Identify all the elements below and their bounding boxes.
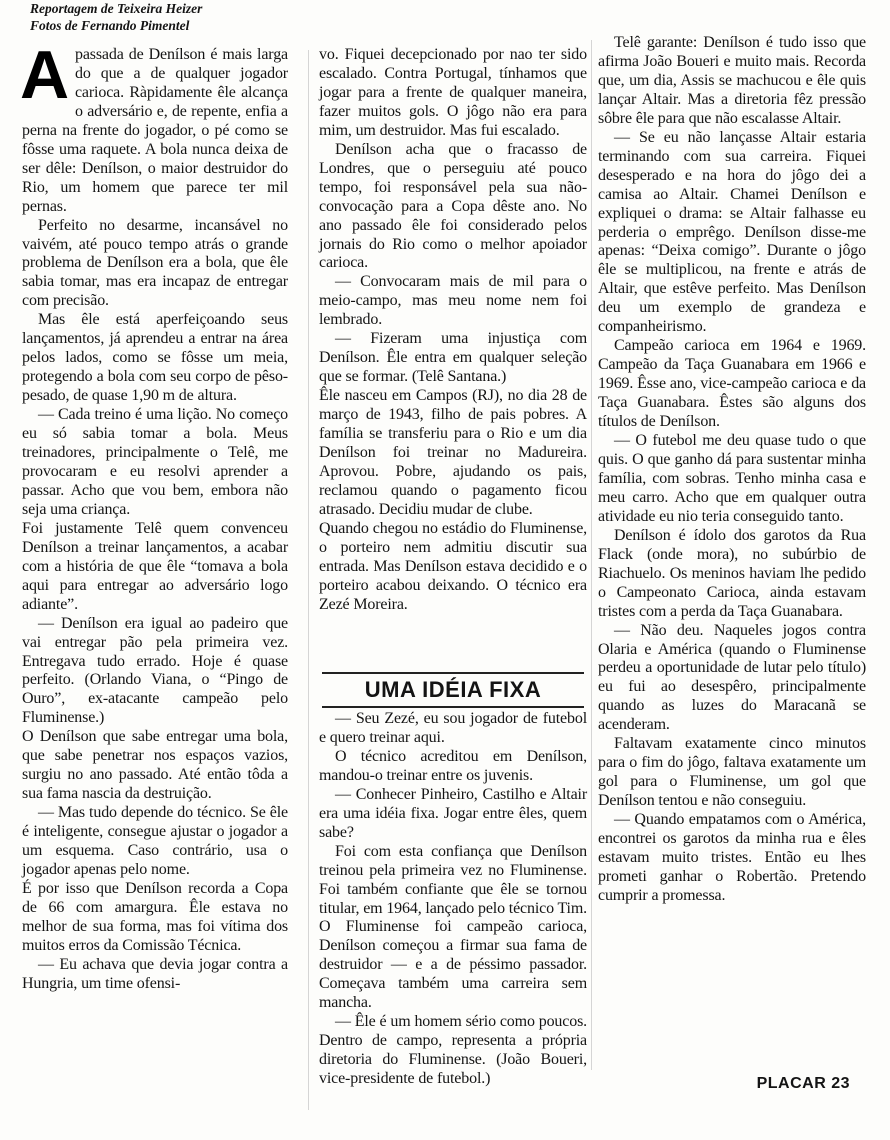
paragraph: Mas êle está aperfeiçoando seus lançamentos, já aprendeu a entrar na área pelos lados, como se fôsse um meia, protegendo a bola com seu corpo de pêso-pesado, de quase 1,90 m de altura. <box>22 311 288 405</box>
paragraph: — Conhecer Pinheiro, Castilho e Altair era uma idéia fixa. Jogar entre êles, quem sabe? <box>319 785 587 841</box>
paragraph: — Êle é um homem sério como poucos. Dentro de campo, representa a própria diretoria do Fluminense. (João Boueri, vice-presidente de futebol.) <box>319 1013 587 1088</box>
paragraph: — O futebol me deu quase tudo o que quis. O que ganho dá para sustentar minha família, com sobras. Tenho minha casa e meu carro. Acho que em qualquer outra atividade eu nio teria conseguido tanto. <box>598 432 866 525</box>
paragraph: Êle nasceu em Campos (RJ), no dia 28 de março de 1943, filho de pais pobres. A família se transferiu para o Rio e um dia Denílson foi treinar no Madureira. Aprovou. Pobre, ajudando os pais, reclamou quando o pagamento ficou atrasado. Decidiu mudar de clube. <box>319 387 587 518</box>
paragraph: — Seu Zezé, eu sou jogador de futebol e quero treinar aqui. <box>319 710 587 746</box>
paragraph: Campeão carioca em 1964 e 1969. Campeão da Taça Guanabara em 1966 e 1969. Êsse ano, vice-campeão carioca e da Taça Guanabara. Êstes são alguns dos títulos de Denílson. <box>598 337 866 431</box>
paragraph: — Se eu não lançasse Altair estaria terminando com sua carreira. Fiquei desesperado e na hora do jôgo dei a camisa ao Altair. Chamei Denílson e expliquei o drama: se Altair falhasse eu perderia o emprêgo. Denílson disse-me apenas: “Deixa comigo”. Durante o jôgo êle se multiplicou, na frente e atrás de Altair, que estêve perfeito. Mas Denílson deu um exemplo de grandeza e companheirismo. <box>598 128 866 336</box>
paragraph: — Denílson era igual ao padeiro que vai entregar pão pela primeira vez. Entregava tudo errado. Hoje é quase perfeito. (Orlando Viana, o “Pingo de Ouro”, ex-atacante campeão pelo Fluminense.) <box>22 614 288 727</box>
drop-cap: A <box>20 37 69 113</box>
paragraph: O Denílson que sabe entregar uma bola, que sabe penetrar nos espaços vazios, surgiu no ano passado. Até então tôda a sua fama nascia da destruição. <box>22 728 288 803</box>
paragraph: Foi com esta confiança que Denílson treinou pela primeira vez no Fluminense. Foi também confiante que êle se tornou titular, em 1964, lançado pelo técnico Tim. O Fluminense foi campeão carioca, Denílson começou a firmar sua fama de destruidor — e a de péssimo passador. Começava também uma carreira sem mancha. <box>319 842 587 1012</box>
article-credits <box>30 0 320 34</box>
paragraph: Denílson é ídolo dos garotos da Rua Flack (onde mora), no subúrbio de Riachuelo. Os meninos haviam lhe pedido o Campeonato Carioca, ainda estavam tristes com a perda da Taça Guanabara. <box>598 526 866 620</box>
paragraph: O técnico acreditou em Denílson, mandou-o treinar entre os juvenis. <box>319 747 587 784</box>
column-divider-left <box>308 50 309 1110</box>
paragraph: Telê garante: Denílson é tudo isso que afirma João Boueri e muito mais. Recorda que, um dia, Assis se machucou e êle quis lançar Altair. Mas a diretoria fêz pressão sôbre êle para que não escalasse Altair. <box>598 34 866 127</box>
paragraph: — Não deu. Naqueles jogos contra Olaria e América (quando o Fluminense perdeu a oportunidade de lutar pelo título) eu fui ao desespêro, principalmente quando as luzes do Maracanã se acenderam. <box>598 621 866 734</box>
paragraph-text: passada de Denílson é mais larga do que a de qualquer jogador carioca. Ràpidamente êle alcança o adversário e, de repente, enfia a perna na frente do jogador, o pé como se fôsse uma raquete. A bola nunca deixa de ser dêle: Denílson, o maior destruidor do Rio, um homem que parece ter mil pernas. <box>22 46 288 215</box>
article-column-1 <box>20 37 288 994</box>
photographer-credit: Fotos de Fernando Pimentel <box>30 18 190 33</box>
paragraph: — Cada treino é uma lição. No começo eu só sabia tomar a bola. Meus treinadores, principalmente o Telê, me provocaram e eu resolvi aprender a passar. Acho que vou bem, embora não seja uma criança. <box>22 406 288 518</box>
column-divider-right <box>591 40 592 1070</box>
subhead-rule-top <box>322 672 584 674</box>
paragraph: Foi justamente Telê quem convenceu Denílson a treinar lançamentos, a acabar com a história de que êle “tomava a bola aqui para entregar ao adversário logo adiante”. <box>22 519 288 613</box>
paragraph <box>20 37 288 217</box>
paragraph: Faltavam exatamente cinco minutos para o fim do jôgo, faltava exatamente um gol para o Fluminense, um gol que Denílson tentou e não conseguiu. <box>598 735 866 810</box>
reporter-credit: Reportagem de Teixeira Heizer <box>30 1 203 16</box>
paragraph: — Mas tudo depende do técnico. Se êle é inteligente, consegue ajustar o jogador a um esquema. Caso contrário, usa o jogador apenas pelo nome. <box>22 804 288 878</box>
paragraph: — Eu achava que devia jogar contra a Hungria, um time ofensi- <box>22 955 288 992</box>
page-footer-label: PLACAR 23 <box>756 1075 850 1092</box>
paragraph: — Fizeram uma injustiça com Denílson. Êle entra em qualquer seleção que se formar. (Telê Santana.) <box>319 330 587 386</box>
paragraph: — Quando empatamos com o América, encontrei os garotos da minha rua e êles estavam muito tristes. Então eu lhes prometi ganhar o Robertão. Pretendo cumprir a promessa. <box>598 811 866 904</box>
paragraph: — Convocaram mais de mil para o meio-campo, mas meu nome nem foi lembrado. <box>319 273 587 329</box>
paragraph: Denílson acha que o fracasso de Londres, que o perseguiu até pouco tempo, foi responsável pela sua não-convocação para a Copa dêste ano. No ano passado êle foi considerado pelos jornais do Rio como o melhor apoiador carioca. <box>319 140 587 272</box>
subhead-rule-bottom <box>322 706 584 708</box>
paragraph: Perfeito no desarme, incansável no vaivém, até pouco tempo atrás o grande problema de Denílson era a bola, que êle sabia tomar, mas era incapaz de entregar com precisão. <box>22 216 288 310</box>
article-column-3 <box>598 34 866 906</box>
section-subhead: UMA IDÉIA FIXA <box>364 677 542 702</box>
paragraph: vo. Fiquei decepcionado por nao ter sido escalado. Contra Portugal, tínhamos que jogar para a frente de qualquer maneira, fazer muitos gols. O jôgo não era para mim, um destruidor. Mas fui escalado. <box>319 46 587 139</box>
article-column-2-bottom <box>319 710 587 1089</box>
article-column-2 <box>319 46 587 615</box>
paragraph: Quando chegou no estádio do Fluminense, o porteiro nem admitiu discutir sua entrada. Mas Denílson estava decidido e o porteiro acabou deixando. O técnico era Zezé Moreira. <box>319 519 587 613</box>
paragraph: É por isso que Denílson recorda a Copa de 66 com amargura. Êle estava no melhor de sua forma, mas foi vítima dos muitos erros da Comissão Técnica. <box>22 879 288 954</box>
